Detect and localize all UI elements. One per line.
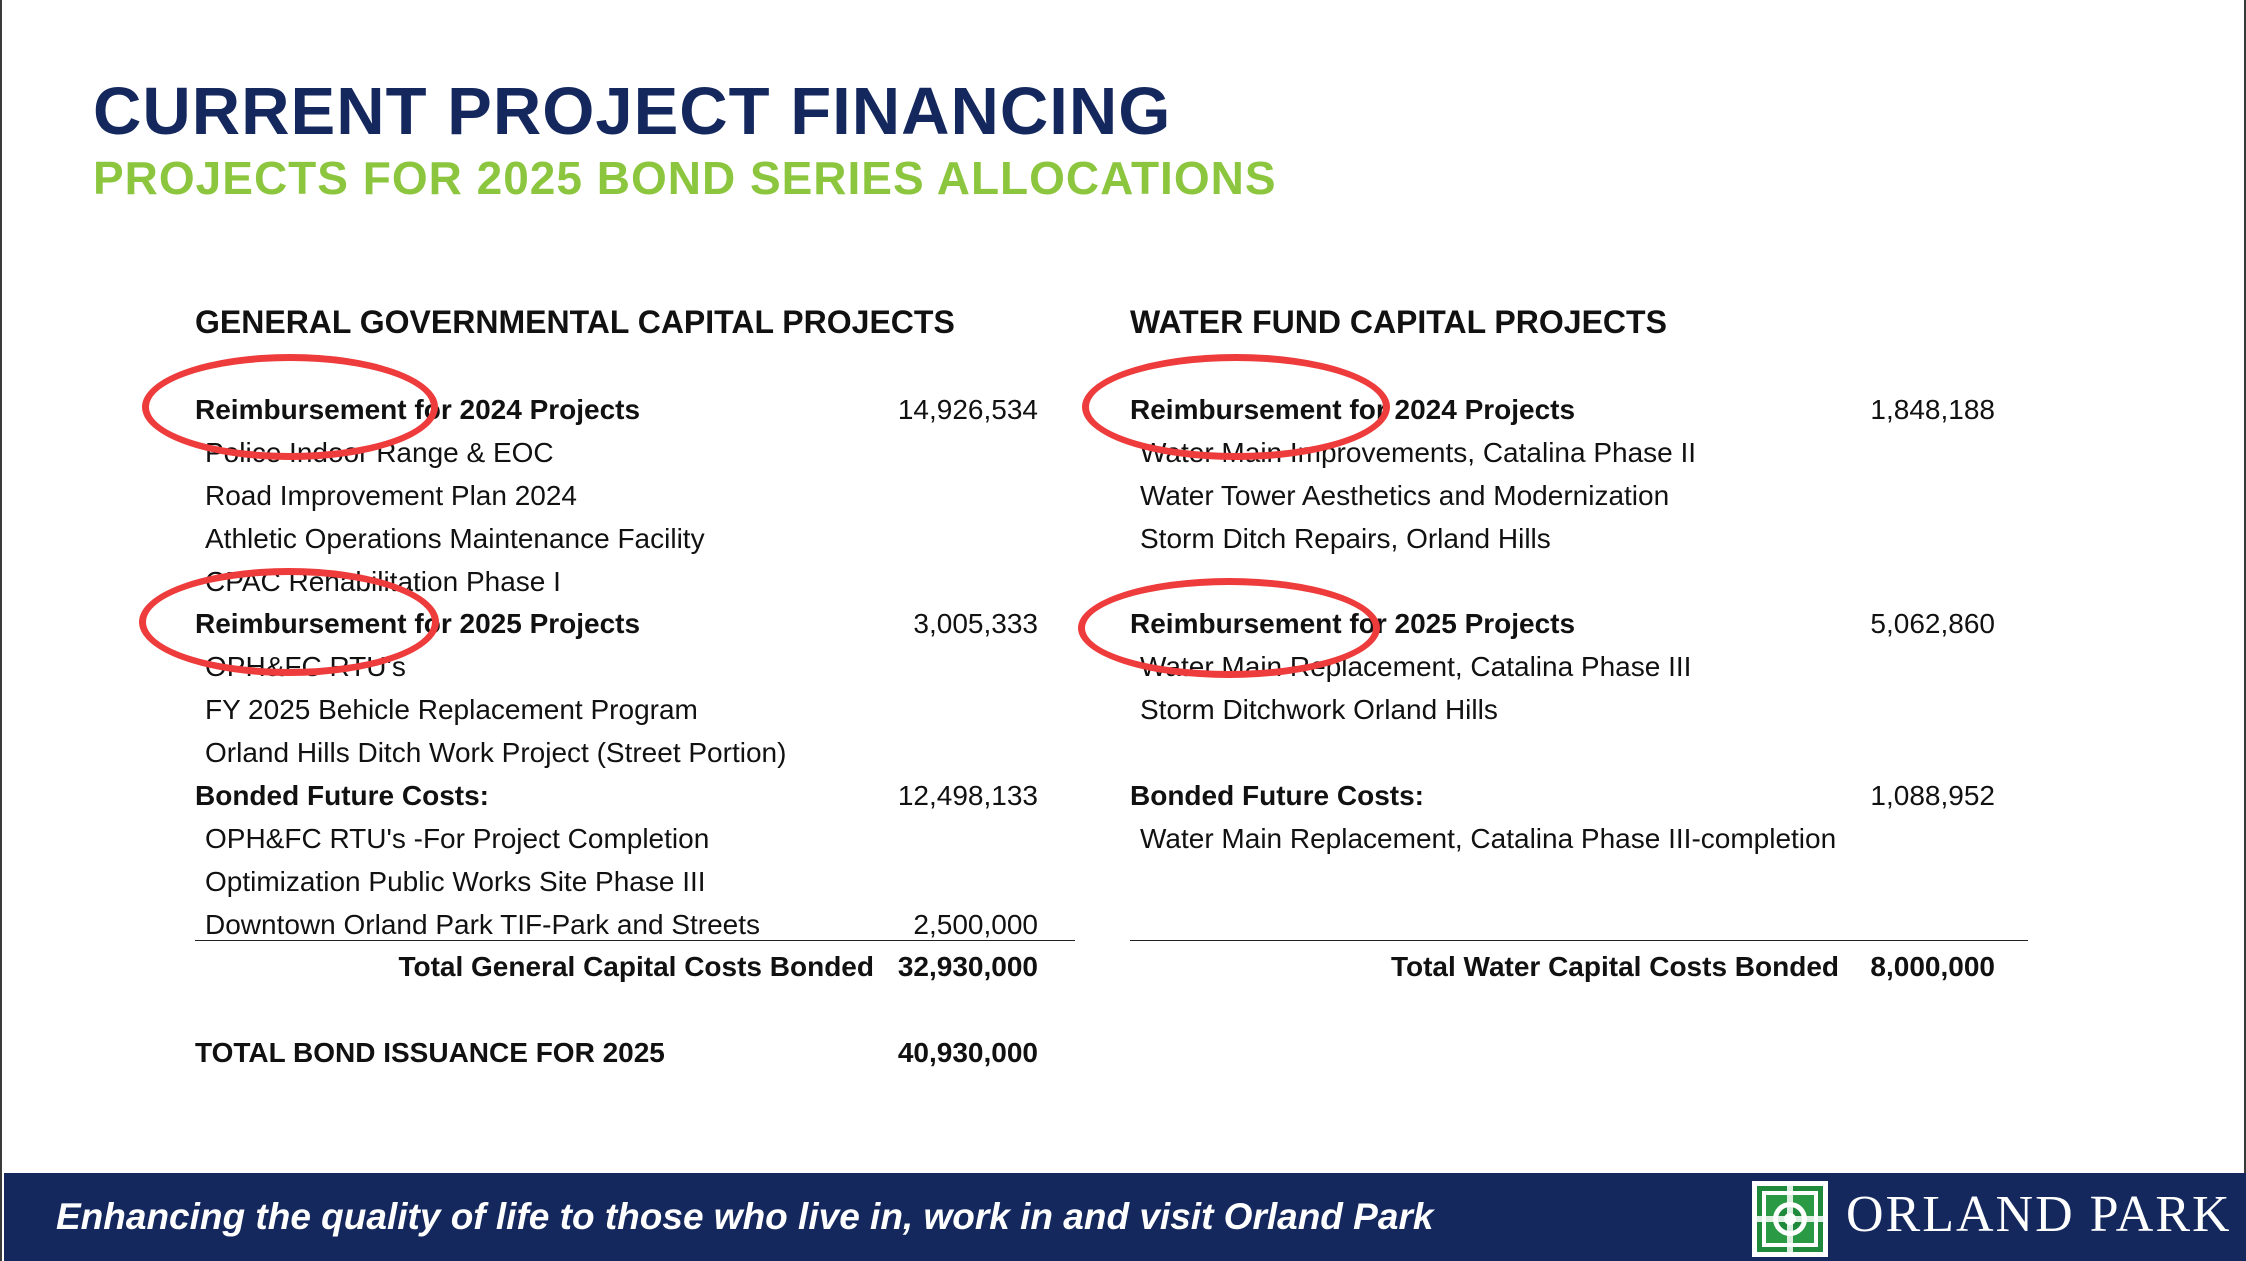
highlight-circle: [142, 354, 438, 460]
footer-bar: [4, 1173, 2246, 1261]
grand-total-label: TOTAL BOND ISSUANCE FOR 2025: [195, 1037, 665, 1068]
total-row: [195, 945, 1075, 988]
total-divider: [195, 940, 1075, 941]
total-divider: [1130, 940, 2028, 941]
grand-total-row: [195, 1031, 1075, 1074]
bonded-future-costs-row: [195, 774, 1075, 817]
row-label: Bonded Future Costs:: [1130, 780, 1424, 811]
highlight-circle: [139, 568, 439, 676]
item-label: Police Indoor Range & EOC: [205, 437, 554, 468]
orland-park-emblem-icon: [1750, 1179, 1830, 1259]
row-amount: 1,088,952: [1870, 780, 1995, 811]
list-item: [195, 731, 1075, 774]
item-label: Water Tower Aesthetics and Modernization: [1140, 480, 1670, 511]
page-subtitle: PROJECTS FOR 2025 BOND SERIES ALLOCATIONS: [93, 152, 1277, 204]
list-item: [195, 688, 1075, 731]
list-item: [1130, 817, 2028, 860]
list-item: [195, 817, 1075, 860]
item-label: OPH&FC RTU's -For Project Completion: [205, 823, 710, 854]
item-label: OPH&FC RTU's: [205, 651, 406, 682]
item-label: Storm Ditchwork Orland Hills: [1140, 694, 1498, 725]
highlight-circle: [1078, 578, 1380, 678]
row-amount: 3,005,333: [913, 608, 1038, 639]
row-label: Bonded Future Costs:: [195, 780, 489, 811]
row-label: Reimbursement for 2025 Projects: [195, 608, 641, 639]
total-row: [1130, 945, 2028, 988]
total-label: Total Water Capital Costs Bonded: [1390, 951, 1839, 982]
item-label: Water Main Replacement, Catalina Phase III: [1140, 651, 1692, 682]
grand-total-amount: 40,930,000: [897, 1037, 1038, 1068]
section-heading: GENERAL GOVERNMENTAL CAPITAL PROJECTS: [195, 304, 955, 340]
row-label: Reimbursement for 2024 Projects: [1130, 394, 1576, 425]
row-label: Reimbursement for 2025 Projects: [1130, 608, 1576, 639]
item-label: Downtown Orland Park TIF-Park and Streets: [205, 909, 761, 940]
item-label: Optimization Public Works Site Phase III: [205, 866, 706, 897]
list-item: [1130, 688, 2028, 731]
list-item: [1130, 474, 2028, 517]
total-amount: 32,930,000: [897, 951, 1038, 982]
bonded-future-costs-row: [1130, 774, 2028, 817]
footer-tagline: Enhancing the quality of life to those who live in, work in and visit Orland Park: [56, 1196, 1434, 1237]
row-amount: 5,062,860: [1870, 608, 1995, 639]
item-label: Road Improvement Plan 2024: [205, 480, 577, 511]
list-item: [195, 474, 1075, 517]
row-label: Reimbursement for 2024 Projects: [195, 394, 641, 425]
list-item: [195, 517, 1075, 560]
list-item: [1130, 517, 2028, 560]
total-amount: 8,000,000: [1870, 951, 1995, 982]
item-label: FY 2025 Behicle Replacement Program: [205, 694, 698, 725]
item-label: Storm Ditch Repairs, Orland Hills: [1140, 523, 1551, 554]
list-item: [195, 860, 1075, 903]
item-label: Water Main Replacement, Catalina Phase III-completion: [1140, 823, 1837, 854]
item-amount: 2,500,000: [913, 909, 1038, 940]
page-title: CURRENT PROJECT FINANCING: [93, 74, 1172, 149]
item-label: CPAC Rehabilitation Phase I: [205, 566, 561, 597]
row-amount: 12,498,133: [897, 780, 1038, 811]
logo-wordmark: ORLAND PARK: [1846, 1186, 2232, 1243]
item-label: Orland Hills Ditch Work Project (Street Portion): [205, 737, 787, 768]
item-label: Athletic Operations Maintenance Facility: [205, 523, 705, 554]
item-label: Water Main Improvements, Catalina Phase II: [1140, 437, 1697, 468]
highlight-circle: [1082, 354, 1390, 460]
row-amount: 14,926,534: [897, 394, 1038, 425]
row-amount: 1,848,188: [1870, 394, 1995, 425]
total-label: Total General Capital Costs Bonded: [398, 951, 874, 982]
section-heading: WATER FUND CAPITAL PROJECTS: [1130, 304, 1667, 340]
